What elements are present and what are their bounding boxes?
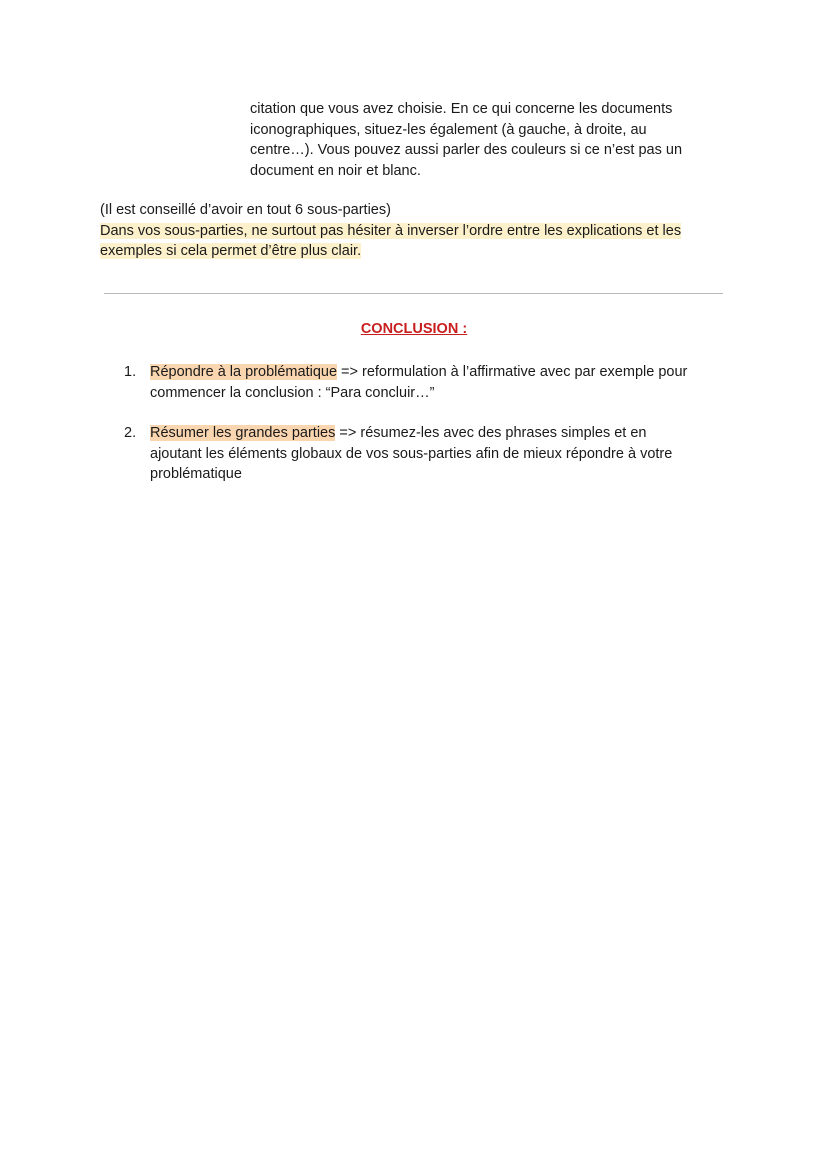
list-number: 1. <box>124 364 137 380</box>
intro-line: document en noir et blanc. <box>250 162 421 179</box>
highlighted-keyword: Répondre à la problématique <box>150 364 338 380</box>
highlighted-keyword: Résumer les grandes parties <box>150 425 336 441</box>
item-text: => résumez-les avec des phrases simples et en <box>335 425 647 441</box>
list-number: 2. <box>124 425 137 441</box>
intro-paragraph <box>250 99 720 181</box>
list-item-text <box>150 362 725 403</box>
item-text: problématique <box>150 466 242 482</box>
highlighted-tip-line: Dans vos sous-parties, ne surtout pas hésiter à inverser l’ordre entre les explications et les <box>100 222 682 239</box>
intro-line: citation que vous avez choisie. En ce qui concerne les documents <box>250 101 673 117</box>
horizontal-rule <box>104 293 723 294</box>
intro-line: centre…). Vous pouvez aussi parler des couleurs si ce n’est pas un <box>250 142 683 158</box>
list-item-text <box>150 423 725 485</box>
item-text: commencer la conclusion : “Para concluir…” <box>150 384 435 401</box>
subparts-note <box>100 200 740 262</box>
intro-line: iconographiques, situez-les également (à gauche, à droite, au <box>250 121 647 138</box>
highlighted-tip-line: exemples si cela permet d’être plus clair. <box>100 243 362 259</box>
item-text: => reformulation à l’affirmative avec par exemple pour <box>337 364 688 380</box>
item-text: ajoutant les éléments globaux de vos sous-parties afin de mieux répondre à votre <box>150 445 673 462</box>
conclusion-title: CONCLUSION : <box>360 321 468 337</box>
advice-text: (Il est conseillé d’avoir en tout 6 sous-parties) <box>100 202 391 218</box>
